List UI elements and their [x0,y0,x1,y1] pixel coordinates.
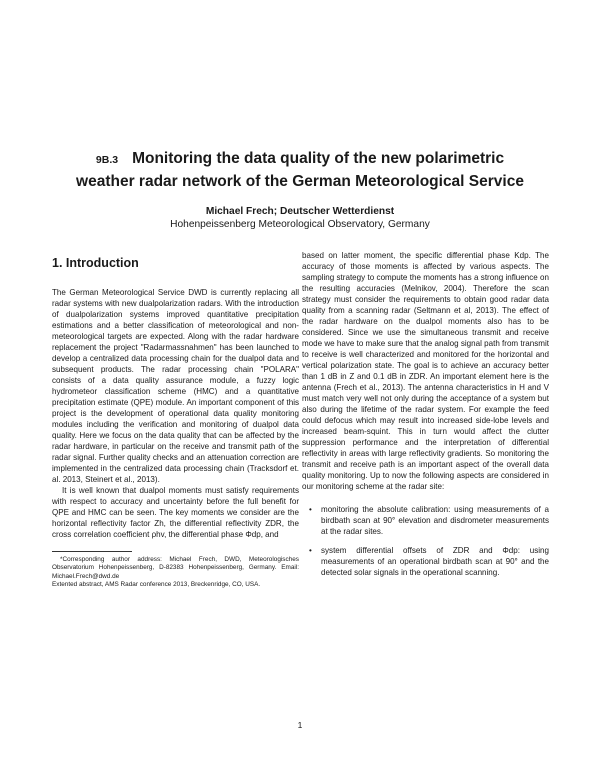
bullet-icon: • [309,505,312,514]
left-column [52,250,299,590]
body-text-right [302,250,549,492]
footnote-extended-abstract: Extented abstract, AMS Radar conference 2013, Breckenridge, CO, USA. [52,581,261,589]
list-item-text: monitoring the absolute calibration: using measurements of a birdbath scan at 90° elevation and disdrometer measurements at the radar sites. [321,505,549,536]
list-item-absolute-calibration [302,504,549,537]
paragraph-3: based on latter moment, the specific differential phase Kdp. The accuracy of those moments is affected by various aspects. The sampling strategy to compute the moments has a strong influence on the resulting accuracies (Melnikov, 2004). Therefore the scan strategy must consider the requirements to obtain good radar data quality from a scanning radar (Seltmann et al, 2013). The effect of the radar hardware on the dualpol moments also has to be considered. Since we use the simultaneous transmit and receive mode we have to make sure that the analog signal path from transmit to receive is well characterized and monitored for the horizontal and vertical polarization state. The goal is to achieve an accuracy better than 1 dB in Z and 0.1 dB in ZDR. An important element here is the antenna (Frech et al., 2013). The antenna characteristics in H and V must match very well not only during the acceptance of a system but also during the lifetime of the radar system. For example the feed could defocus which may result into increased side-lobe levels and increased beam-squint. This in turn would affect the clutter suppression performance and the interpretation of differential reflectivity in areas with large reflectivity gradients. So monitoring the transmit and receive path is an important aspect of the overall data quality monitoring. Up to now the following aspects are considered in our monitoring scheme at the radar site: [302,251,549,491]
author-line: Michael Frech; Deutscher Wetterdienst [205,206,395,217]
section-heading-introduction: 1. Introduction [52,256,139,270]
affiliation-line: Hohenpeissenberg Meteorological Observatory, Germany [170,219,430,230]
title-text-1: Monitoring the data quality of the new polarimetric [132,150,505,167]
right-column [302,250,549,586]
footnote-rule [52,551,132,552]
paragraph-1: The German Meteorological Service DWD is currently replacing all radar systems with new dualpolarization radars. With the introduction of dualpolarization systems improved quantitative precipitation estimations and a better classification of meteorological and non-meteorological targets are expected. Along with the radar hardware replacement the project "Radarmassnahmen" has been launched to develop a centralized data processing chain for the dualpol data and subsequent products. The radar processing chain "POLARA" consists of a data quality assurance module, a fuzzy logic hydrometeor classification scheme (HMC) and a quantitative precipitation estimate (QPE) module. An important component of this project is the development of operational data quality monitoring modules including the verification and monitoring of dualpol data quality. Here we focus on the data quality that can be affected by the radar hardware, in particular on the receive and transmit path of the radar signal. Further quality checks and an attenuation correction are implemented in the centralized data processing chain (Tracksdorf et. al. 2013, Steinert et al., 2013). [52,288,299,484]
paragraph-2: It is well known that dualpol moments must satisfy requirements with respect to accuracy and uncertainty before the full benefit for QPE and HMC can be seen. The key moments we consider are the horizontal reflectivity factor Zh, the differential reflectivity ZDR, the cross correlation coefficient ρhv, the differential phase Φdp, and [52,486,299,539]
body-text-left [52,287,299,540]
paper-title-line-2: weather radar network of the German Meteorological Service [76,173,524,190]
monitoring-list [302,504,549,578]
list-item-differential-offsets [302,545,549,578]
page-number: 1 [297,720,303,730]
list-item-text: system differential offsets of ZDR and Φdp: using measurements of an operational birdbath scan at 90° and the detected solar signals in the operational scanning. [321,546,549,577]
bullet-icon: • [309,546,312,555]
footnote [52,556,299,590]
footnote-corresponding-author: *Corresponding author address: Michael Frech, DWD, Meteorologisches Observatorium Hohenpeissenberg, D-82383 Hohenpeissenberg, Germany. Email: Michael.Frech@dwd.de [52,556,299,580]
paper-title-line-1 [60,148,540,171]
title-block [60,148,540,231]
paper-id: 9B.3 [95,154,119,166]
